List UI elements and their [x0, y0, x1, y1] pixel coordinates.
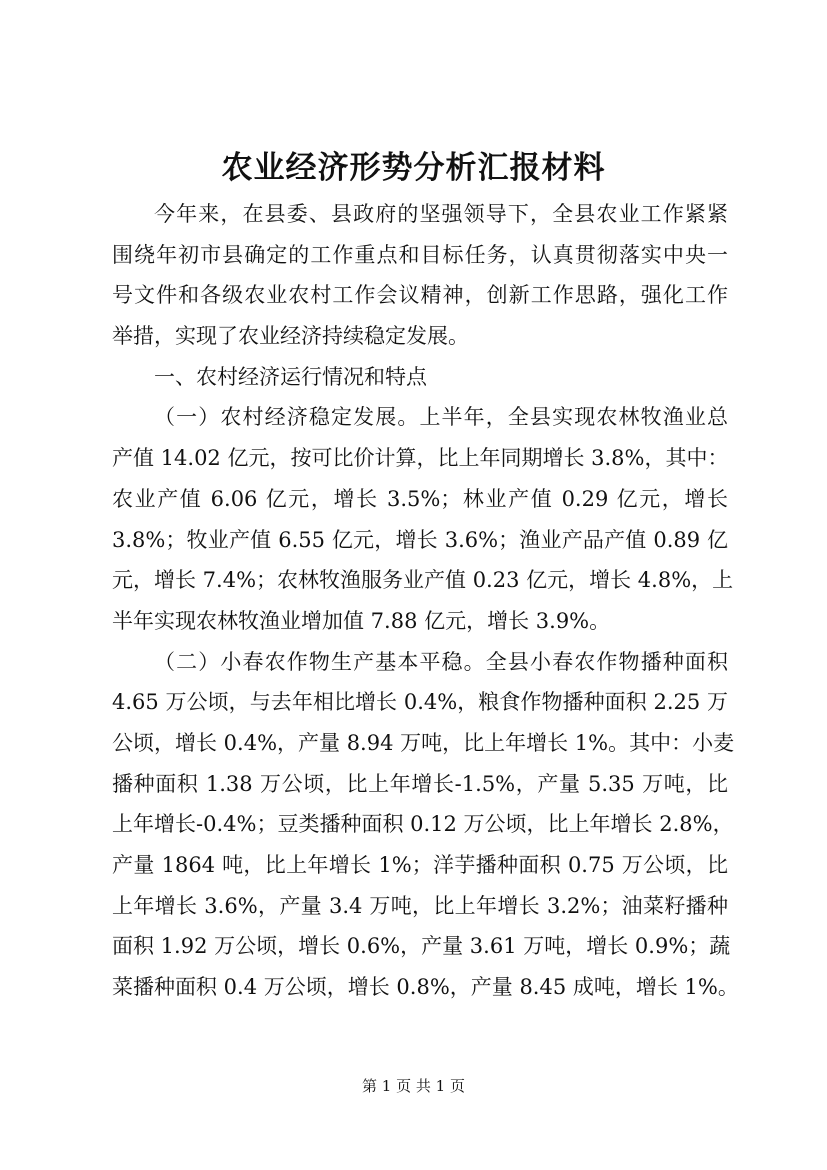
paragraph-line: 3.8%；牧业产值 6.55 亿元，增长 3.6%；渔业产品产值 0.89 亿 — [112, 527, 728, 552]
paragraph-line: 号文件和各级农业农村工作会议精神，创新工作思路，强化工作 — [112, 283, 728, 308]
document-title: 农业经济形势分析汇报材料 — [221, 150, 606, 186]
paragraph-line: 面积 1.92 万公顷，增长 0.6%，产量 3.61 万吨，增长 0.9%；蔬 — [112, 934, 731, 959]
paragraph-line: 公顷，增长 0.4%，产量 8.94 万吨，比上年增长 1%。其中：小麦 — [112, 730, 735, 755]
paragraph-line: 上年增长-0.4%；豆类播种面积 0.12 万公顷，比上年增长 2.8%， — [112, 812, 734, 837]
paragraph-line: 举措，实现了农业经济持续稳定发展。 — [112, 324, 469, 349]
paragraph-line: 菜播种面积 0.4 万公顷，增长 0.8%，产量 8.45 成吨，增长 1%。 — [112, 975, 739, 1000]
paragraph-line: 半年实现农林牧渔业增加值 7.88 亿元，增长 3.9%。 — [112, 608, 611, 633]
paragraph-line: 上年增长 3.6%，产量 3.4 万吨，比上年增长 3.2%；油菜籽播种 — [112, 893, 728, 918]
page-footer: 第 1 页 共 1 页 — [362, 1077, 465, 1095]
document-body — [112, 194, 739, 1008]
paragraph-line: 4.65 万公顷，与去年相比增长 0.4%，粮食作物播种面积 2.25 万 — [112, 690, 728, 715]
paragraph-line: 围绕年初市县确定的工作重点和目标任务，认真贯彻落实中央一 — [112, 242, 728, 267]
paragraph-line: （二）小春农作物生产基本平稳。全县小春农作物播种面积 — [154, 649, 728, 674]
paragraph-line: 元，增长 7.4%；农林牧渔服务业产值 0.23 亿元，增长 4.8%，上 — [112, 568, 734, 593]
paragraph-line: 播种面积 1.38 万公顷，比上年增长-1.5%，产量 5.35 万吨，比 — [112, 771, 728, 796]
paragraph-line: 产量 1864 吨，比上年增长 1%；洋芋播种面积 0.75 万公顷，比 — [112, 853, 728, 877]
paragraph-line: 产值 14.02 亿元，按可比价计算，比上年同期增长 3.8%，其中： — [112, 446, 729, 471]
section-heading: 一、农村经济运行情况和特点 — [154, 364, 427, 389]
paragraph-line: 今年来，在县委、县政府的坚强领导下，全县农业工作紧紧 — [154, 202, 728, 226]
paragraph-line: 农业产值 6.06 亿元，增长 3.5%；林业产值 0.29 亿元，增长 — [112, 486, 728, 511]
paragraph-line: （一）农村经济稳定发展。上半年，全县实现农林牧渔业总 — [154, 405, 728, 430]
